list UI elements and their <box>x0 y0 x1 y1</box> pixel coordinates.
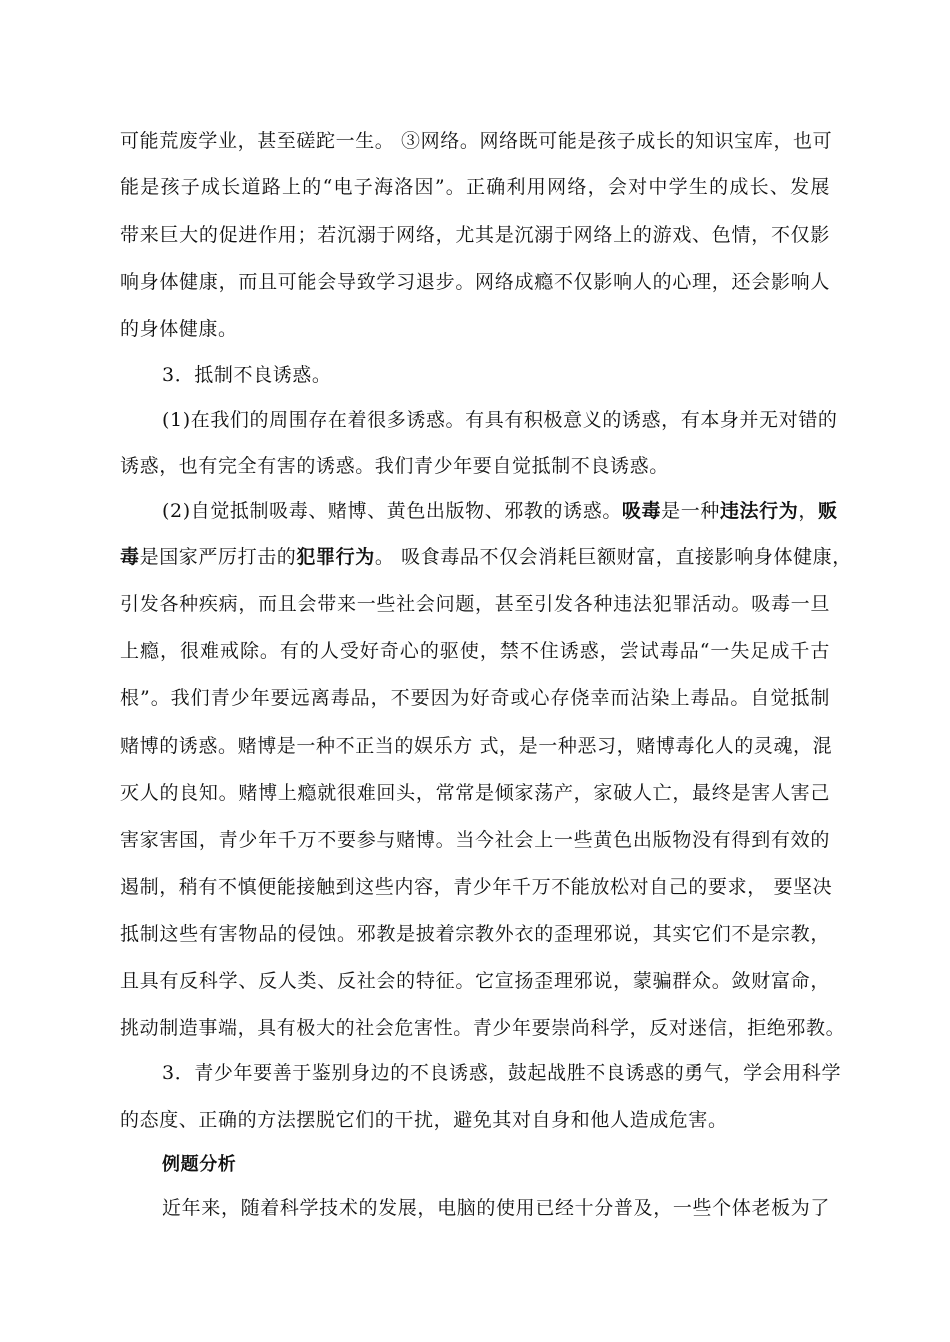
text-line: 可能荒废学业，甚至磋跎一生。 ③网络。网络既可能是孩子成长的知识宝库，也可 <box>120 130 833 152</box>
text-line: (2)自觉抵制吸毒、赌博、黄色出版物、邪教的诱惑。吸毒是一种违法行为，贩 <box>162 500 838 522</box>
text-line: 引发各种疾病，而且会带来一些社会问题，甚至引发各种违法犯罪活动。吸毒一旦 <box>120 593 830 615</box>
text-line: 且具有反科学、反人类、反社会的特征。它宣扬歪理邪说，蒙骗群众。敛财富命， <box>120 970 830 992</box>
text-line: 能是孩子成长道路上的“电子海洛因”。正确利用网络，会对中学生的成长、发展 <box>120 176 830 198</box>
text-line: 害家害国，青少年千万不要参与赌博。当今社会上一些黄色出版物没有得到有效的 <box>120 829 830 851</box>
section-heading: 3．抵制不良诱惑。 <box>162 364 332 386</box>
text-line: 带来巨大的促进作用；若沉溺于网络，尤其是沉溺于网络上的游戏、色情，不仅影 <box>120 224 830 246</box>
text-line: 挑动制造事端，具有极大的社会危害性。青少年要崇尚科学，反对迷信，拒绝邪教。 <box>120 1017 846 1039</box>
text-line: 灭人的良知。赌博上瘾就很难回头，常常是倾家荡产，家破人亡，最终是害人害己 <box>120 782 830 804</box>
text-line: 抵制这些有害物品的侵蚀。邪教是披着宗教外衣的歪理邪说，其实它们不是宗教， <box>120 923 830 945</box>
text-line: 根”。我们青少年要远离毒品，不要因为好奇或心存侥幸而沾染上毒品。自觉抵制 <box>120 687 830 709</box>
text-line: 响身体健康，而且可能会导致学习退步。网络成瘾不仅影响人的心理，还会影响人 <box>120 271 830 293</box>
text-line: 的身体健康。 <box>120 318 238 340</box>
example-heading: 例题分析 <box>162 1154 237 1175</box>
text-line: (1)在我们的周围存在着很多诱惑。有具有积极意义的诱惑，有本身并无对错的 <box>162 409 838 431</box>
text-line: 遏制，稍有不慎便能接触到这些内容，青少年千万不能放松对自己的要求， 要坚决 <box>120 876 833 898</box>
text-line: 上瘾，很难戒除。有的人受好奇心的驱使，禁不住诱惑，尝试毒品“一失足成千古 <box>120 640 830 662</box>
text-line: 近年来，随着科学技术的发展，电脑的使用已经十分普及，一些个体老板为了 <box>162 1197 830 1219</box>
text-line: 3．青少年要善于鉴别身边的不良诱惑，鼓起战胜不良诱惑的勇气，学会用科学 <box>162 1062 842 1084</box>
text-line: 赌博的诱惑。赌博是一种不正当的娱乐方 式，是一种恶习，赌博毒化人的灵魂，混 <box>120 735 833 757</box>
text-line: 诱惑，也有完全有害的诱惑。我们青少年要自觉抵制不良诱惑。 <box>120 455 669 477</box>
text-line: 的态度、正确的方法摆脱它们的干扰，避免其对自身和他人造成危害。 <box>120 1109 728 1131</box>
text-line: 毒是国家严厉打击的犯罪行为。 吸食毒品不仅会消耗巨额财富，直接影响身体健康， <box>120 546 852 568</box>
